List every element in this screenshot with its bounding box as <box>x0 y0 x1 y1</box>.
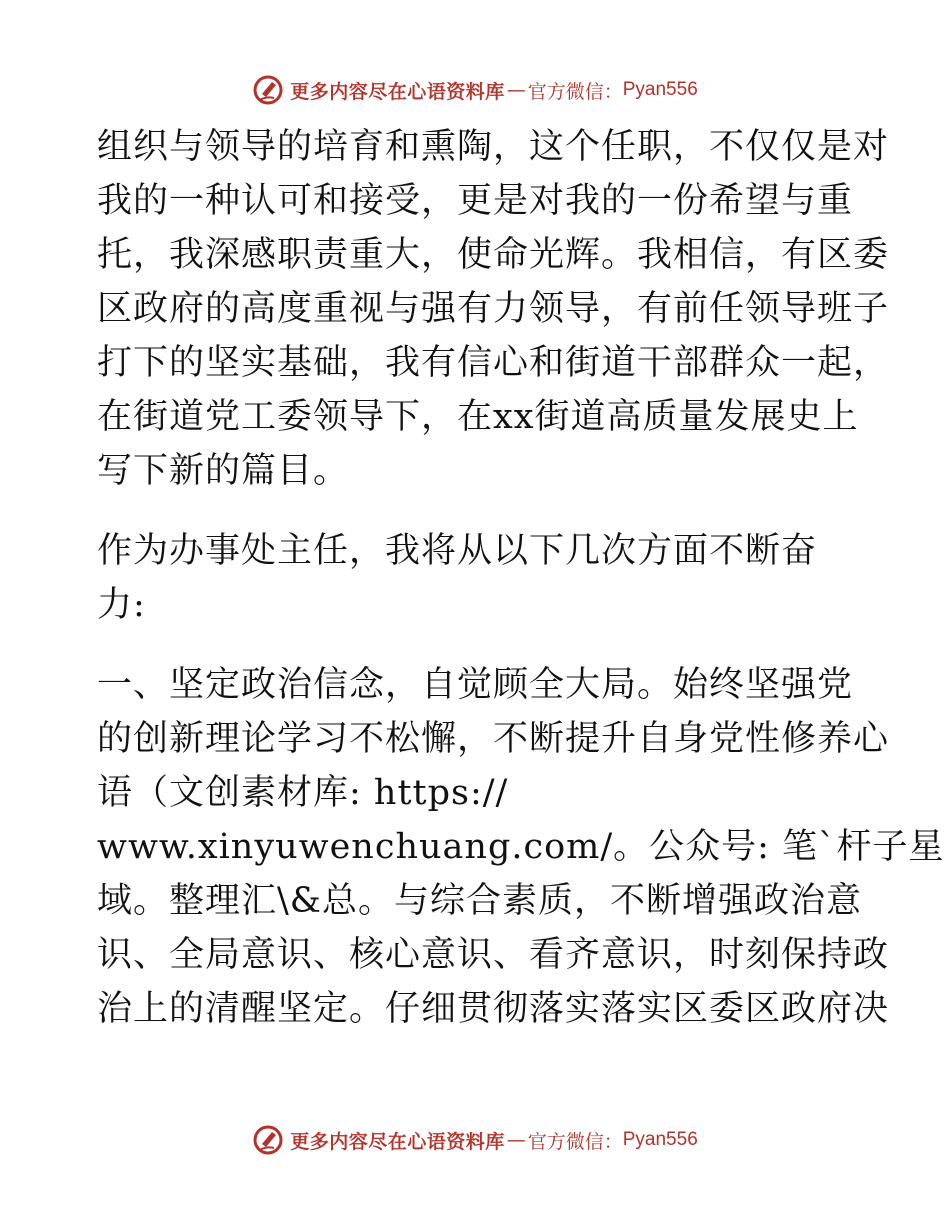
text-line: 的创新理论学习不松懈，不断提升自身党性修养心 <box>97 719 890 759</box>
watermark-wechat-id: Pyan556 <box>622 1129 698 1150</box>
text-line: 作为办事处主任，我将从以下几次方面不断奋 <box>97 531 818 571</box>
text-line: 域。整理汇\&总。与综合素质，不断增强政治意 <box>97 881 862 921</box>
paragraph <box>97 658 945 1036</box>
watermark-brand: 更多内容尽在心语资料库 <box>290 80 505 103</box>
text-line: 我的一种认可和接受，更是对我的一份希望与重 <box>97 181 854 221</box>
paragraph <box>97 524 857 632</box>
text-line: 识、全局意识、核心意识、看齐意识，时刻保持政 <box>97 935 890 975</box>
text-line: 一、坚定政治信念，自觉顾全大局。始终坚强党 <box>97 665 854 705</box>
document-body <box>97 120 945 1036</box>
paragraph <box>97 120 890 498</box>
watermark-official: 官方微信： <box>527 1130 623 1153</box>
text-line: 力: <box>97 585 146 625</box>
text-line: 区政府的高度重视与强有力领导，有前任领导班子 <box>97 289 890 329</box>
brand-logo-icon <box>252 1124 284 1156</box>
watermark-official: 官方微信： <box>527 80 623 103</box>
brand-logo-icon <box>252 74 284 106</box>
text-line: 组织与领导的培育和熏陶，这个任职，不仅仅是对 <box>97 127 890 167</box>
paragraph-gap <box>97 632 857 658</box>
text-line: 打下的坚实基础，我有信心和街道干部群众一起， <box>97 343 890 383</box>
text-line: www.xinyuwenchuang.com/。公众号: 笔`杆子星 <box>97 827 945 867</box>
header-watermark <box>0 70 950 110</box>
text-line: 写下新的篇目。 <box>97 451 350 491</box>
text-line: 托，我深感职责重大，使命光辉。我相信，有区委 <box>97 235 890 275</box>
watermark-brand: 更多内容尽在心语资料库 <box>290 1130 505 1153</box>
watermark-dash: — <box>506 1129 526 1151</box>
watermark-wechat-id: Pyan556 <box>622 79 698 100</box>
watermark-dash: — <box>506 79 526 101</box>
paragraph-gap <box>97 498 857 524</box>
footer-watermark <box>0 1120 950 1160</box>
text-line: 在街道党工委领导下，在xx街道高质量发展史上 <box>97 397 859 437</box>
text-line: 语（文创素材库: https:// <box>97 773 509 813</box>
text-line: 治上的清醒坚定。仔细贯彻落实落实区委区政府决 <box>97 989 890 1029</box>
